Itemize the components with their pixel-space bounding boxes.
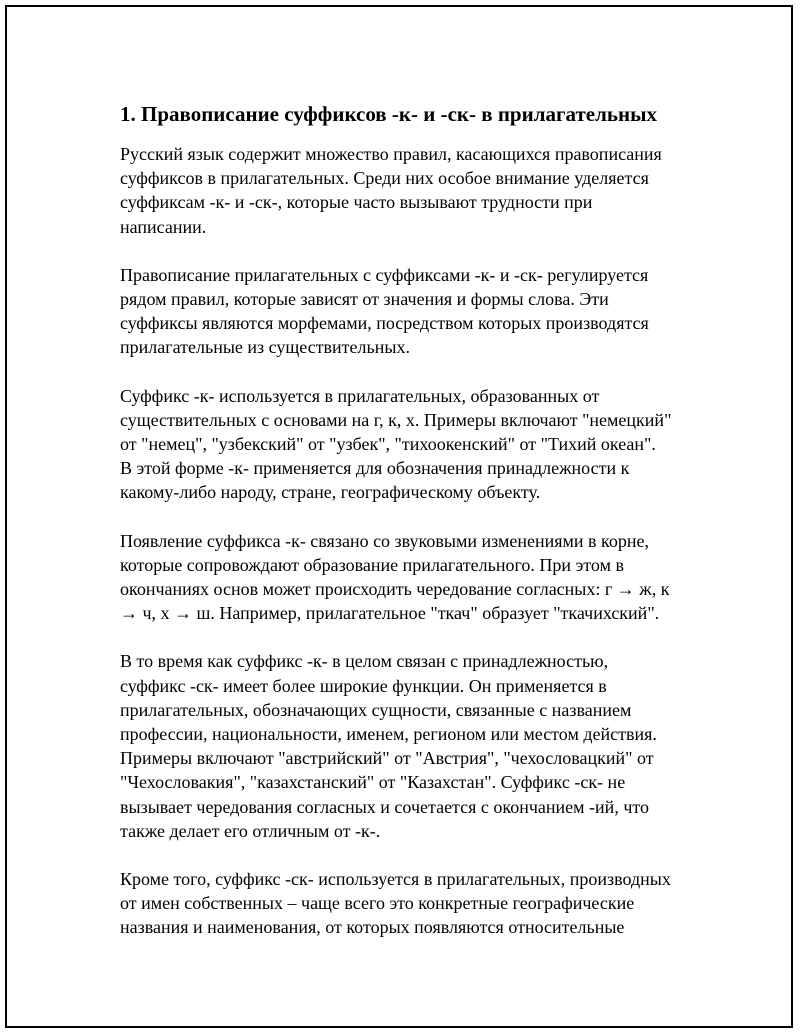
document-page xyxy=(5,5,793,1028)
paragraph xyxy=(120,529,700,626)
text-line: написании. xyxy=(120,216,207,237)
text-line: от "немец", "узбекский" от "узбек", "тихоокенский" от "Тихий океан". xyxy=(120,434,656,455)
text-line: существительных с основами на г, к, х. Примеры включают "немецкий" xyxy=(120,409,672,430)
paragraph xyxy=(120,263,700,360)
text-line: Суффикс -к- используется в прилагательных, образованных от xyxy=(120,385,600,406)
text-line: суффиксам -к- и -ск-, которые часто вызывают трудности при xyxy=(120,192,593,213)
paragraph xyxy=(120,384,700,505)
text-line: от имен собственных – чаще всего это конкретные географические xyxy=(120,893,635,914)
text-line: В то время как суффикс -к- в целом связан с принадлежностью, xyxy=(120,651,609,672)
text-line: Примеры включают "австрийский" от "Австрия", "чехословацкий" от xyxy=(120,748,654,769)
text-line: В этой форме -к- применяется для обозначения принадлежности к xyxy=(120,458,630,479)
text-line: суффикс -ск- имеет более широкие функции. Он применяется в xyxy=(120,675,607,696)
paragraph xyxy=(120,142,700,239)
document-content xyxy=(120,101,700,964)
text-line: суффиксы являются морфемами, посредством которых производятся xyxy=(120,313,649,334)
text-line: профессии, национальности, именем, регионом или местом действия. xyxy=(120,724,657,745)
text-line: Правописание прилагательных с суффиксами -к- и -ск- регулируется xyxy=(120,264,649,285)
text-line: окончаниях основ может происходить чередование согласных: г → ж, к xyxy=(120,579,670,600)
text-line: названия и наименования, от которых появляются относительные xyxy=(120,917,625,938)
section-heading: 1. Правописание суффиксов -к- и -ск- в прилагательных xyxy=(120,102,658,126)
text-line: → ч, х → ш. Например, прилагательное "ткач" образует "ткачихский". xyxy=(120,603,660,624)
text-line: также делает его отличным от -к-. xyxy=(120,820,381,841)
paragraph xyxy=(120,649,700,843)
text-line: прилагательные из существительных. xyxy=(120,337,410,358)
text-line: вызывает чередования согласных и сочетается с окончанием -ий, что xyxy=(120,796,649,817)
paragraph xyxy=(120,867,700,940)
text-line: суффиксов в прилагательных. Среди них особое внимание уделяется xyxy=(120,168,649,189)
text-line: Кроме того, суффикс -ск- используется в прилагательных, производных xyxy=(120,869,671,890)
text-line: которые сопровождают образование прилагательного. При этом в xyxy=(120,554,624,575)
text-line: "Чехословакия", "казахстанский" от "Казахстан". Суффикс -ск- не xyxy=(120,772,626,793)
text-line: Появление суффикса -к- связано со звуковыми изменениями в корне, xyxy=(120,530,650,551)
text-line: рядом правил, которые зависят от значения и формы слова. Эти xyxy=(120,289,609,310)
text-line: какому-либо народу, стране, географическому объекту. xyxy=(120,482,541,503)
text-line: Русский язык содержит множество правил, касающихся правописания xyxy=(120,144,662,164)
text-line: прилагательных, обозначающих сущности, связанные с названием xyxy=(120,699,632,720)
